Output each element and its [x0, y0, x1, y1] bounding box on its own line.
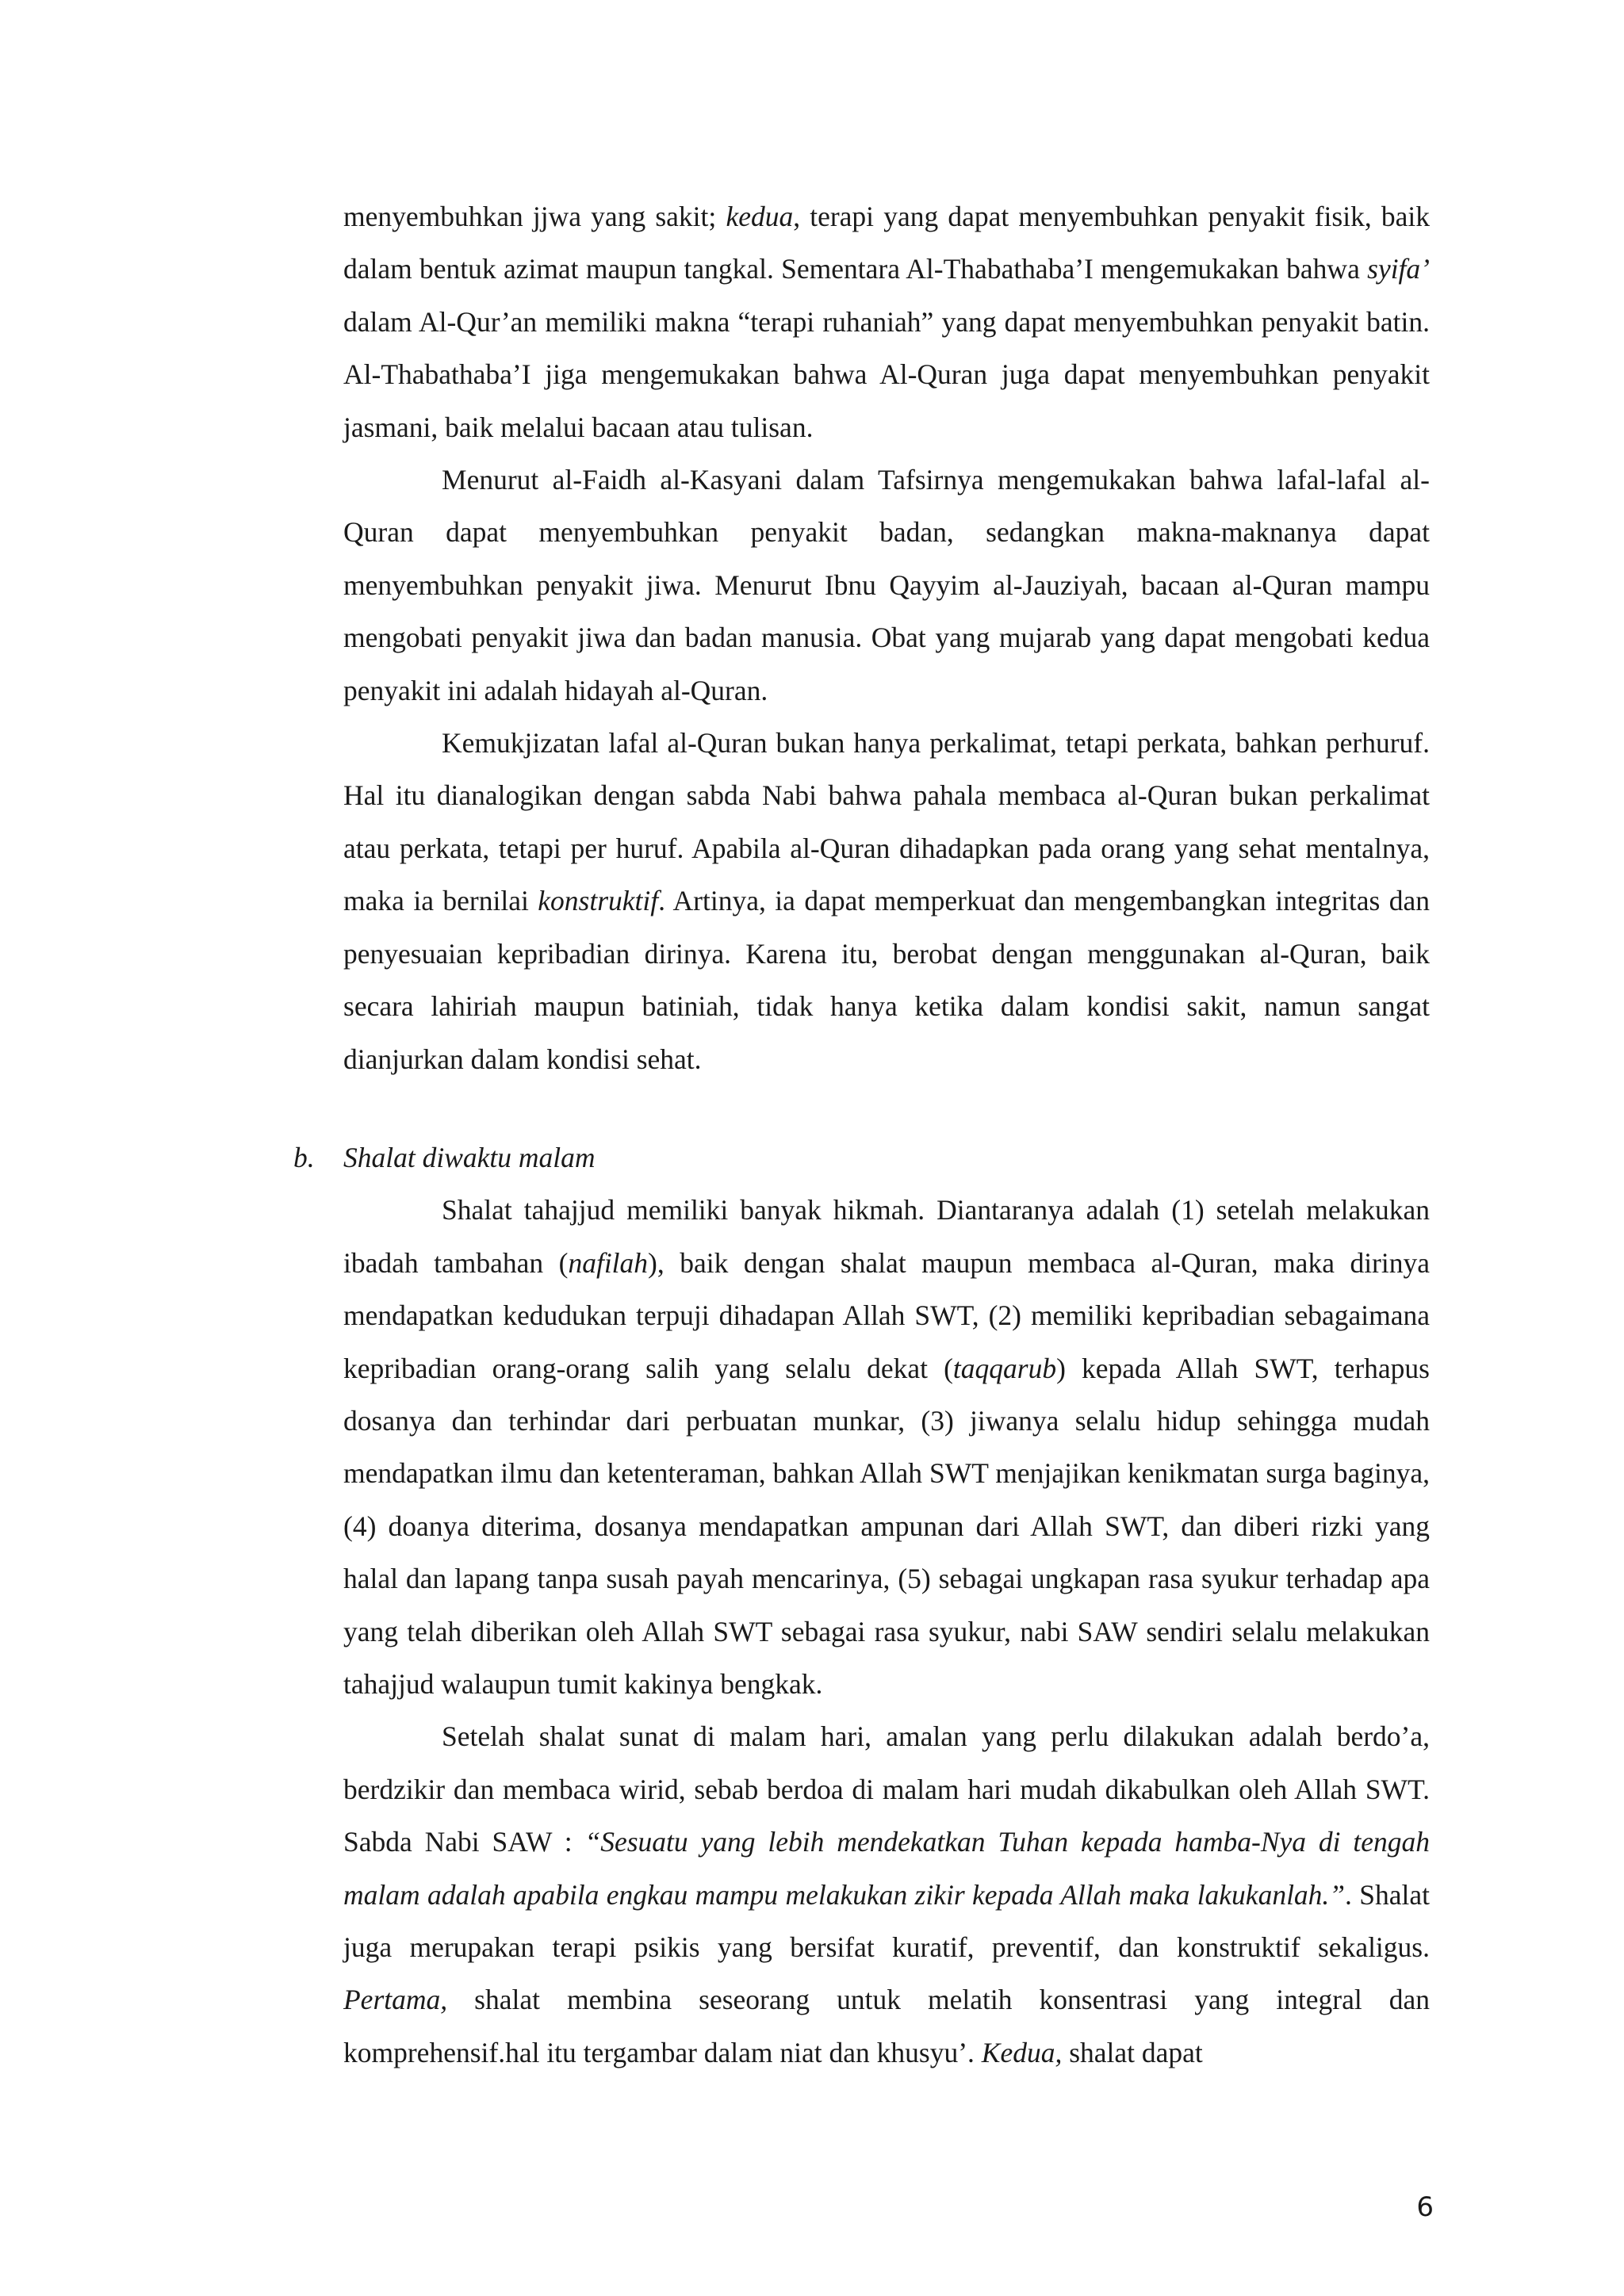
- paragraph-3-text-a: Kemukjizatan lafal al-Quran bukan hanya perkalimat, tetapi perkata, bahkan perhuruf. Hal itu dianalogikan dengan sabda Nabi bahwa pahala membaca al-Quran bukan perkalimat atau perkata, tetapi per huruf. Apabila al-Quran dihadapkan pada orang yang sehat mentalnya, maka ia bernilai: [343, 727, 1430, 917]
- paragraph-4-italic-nafilah: nafilah: [568, 1246, 649, 1279]
- section-heading-marker: b.: [293, 1141, 315, 1173]
- paragraph-2: Menurut al-Faidh al-Kasyani dalam Tafsirnya mengemukakan bahwa lafal-lafal al-Quran dapat menyembuhkan penyakit badan, sedangkan makna-maknanya dapat menyembuhkan penyakit jiwa. Menurut Ibnu Qayyim al-Jauziyah, bacaan al-Quran mampu mengobati penyakit jiwa dan badan manusia. Obat yang mujarab yang dapat mengobati kedua penyakit ini adalah hidayah al-Quran.: [343, 464, 1430, 706]
- page-content: [293, 190, 1431, 2079]
- paragraph-5-italic-hadith-quote: “Sesuatu yang lebih mendekatkan Tuhan kepada hamba-Nya di tengah malam adalah apabila engkau mampu melakukan zikir kepada Allah maka lakukanlah.”: [343, 1826, 1430, 1911]
- paragraph-3-text-c: . Artinya, ia dapat memperkuat dan mengembangkan integritas dan penyesuaian kepribadian dirinya. Karena itu, berobat dengan menggunakan al-Quran, baik secara lahiriah maupun batiniah, tidak hanya ketika dalam kondisi sakit, namun sangat dianjurkan dalam kondisi sehat.: [343, 885, 1431, 1075]
- paragraph-5-italic-pertama: Pertama,: [343, 1984, 448, 2016]
- paragraph-3: [343, 717, 1430, 1085]
- section-heading: [293, 1131, 1430, 1184]
- paragraph-3-italic-konstruktif: konstruktif: [538, 885, 659, 917]
- paragraph-1-text-a: menyembuhkan jjwa yang sakit;: [343, 201, 726, 232]
- page-number: 6: [1416, 2191, 1434, 2223]
- paragraph-4-text-c: ), baik dengan shalat maupun membaca al-Quran, maka dirinya mendapatkan kedudukan terpuji dihadapan Allah SWT, (2) memiliki kepribadian sebagaimana kepribadian orang-orang salih yang selalu dekat (: [343, 1246, 1431, 1384]
- paragraph-5-text-a: Setelah shalat sunat di malam hari, amalan yang perlu dilakukan adalah berdo’a, berdzikir dan membaca wirid, sebab berdoa di malam hari mudah dikabulkan oleh Allah SWT. Sabda Nabi SAW :: [343, 1720, 1430, 1858]
- paragraph-5-text-g: shalat dapat: [1062, 2036, 1203, 2068]
- paragraph-4-text-a: Shalat tahajjud memiliki banyak hikmah. Diantaranya adalah (1) setelah melakukan ibadah tambahan (: [343, 1194, 1430, 1279]
- paragraph-4-italic-taqqarub: taqqarub: [952, 1352, 1057, 1384]
- paragraph-1-italic-syifa: syifa’: [1367, 253, 1430, 285]
- paragraph-1: [343, 190, 1430, 453]
- paragraph-4: [343, 1184, 1430, 1710]
- paragraph-1-text-e: dalam Al-Qur’an memiliki makna “terapi ruhaniah” yang dapat menyembuhkan penyakit batin. Al-Thabathaba’I jiga mengemukakan bahwa Al-Quran juga dapat menyembuhkan penyakit jasmani, baik melalui bacaan atau tulisan.: [343, 305, 1430, 443]
- paragraph-5-text-c: . Shalat juga merupakan terapi psikis yang bersifat kuratif, preventif, dan konstruktif sekaligus.: [343, 1878, 1430, 1963]
- paragraph-4-text-e: ) kepada Allah SWT, terhapus dosanya dan terhindar dari perbuatan munkar, (3) jiwanya selalu hidup sehingga mudah mendapatkan ilmu dan ketenteraman, bahkan Allah SWT menjajikan kenikmatan surga baginya, (4) doanya diterima, dosanya mendapatkan ampunan dari Allah SWT, dan diberi rizki yang halal dan lapang tanpa susah payah mencarinya, (5) sebagai ungkapan rasa syukur terhadap apa yang telah diberikan oleh Allah SWT sebagai rasa syukur, nabi SAW sendiri selalu melakukan tahajjud walaupun tumit kakinya bengkak.: [343, 1352, 1430, 1700]
- paragraph-5-text-e: shalat membina seseorang untuk melatih konsentrasi yang integral dan komprehensif.hal itu tergambar dalam niat dan khusyu’.: [343, 1984, 1430, 2068]
- paragraph-5: [343, 1710, 1430, 2079]
- paragraph-1-text-c: , terapi yang dapat menyembuhkan penyakit fisik, baik dalam bentuk azimat maupun tangkal. Sementara Al-Thabathaba’I mengemukakan bahwa: [343, 201, 1430, 285]
- paragraph-5-italic-kedua: Kedua,: [981, 2036, 1063, 2068]
- paragraph-1-italic-kedua: kedua: [726, 201, 794, 232]
- section-heading-title: Shalat diwaktu malam: [343, 1141, 596, 1173]
